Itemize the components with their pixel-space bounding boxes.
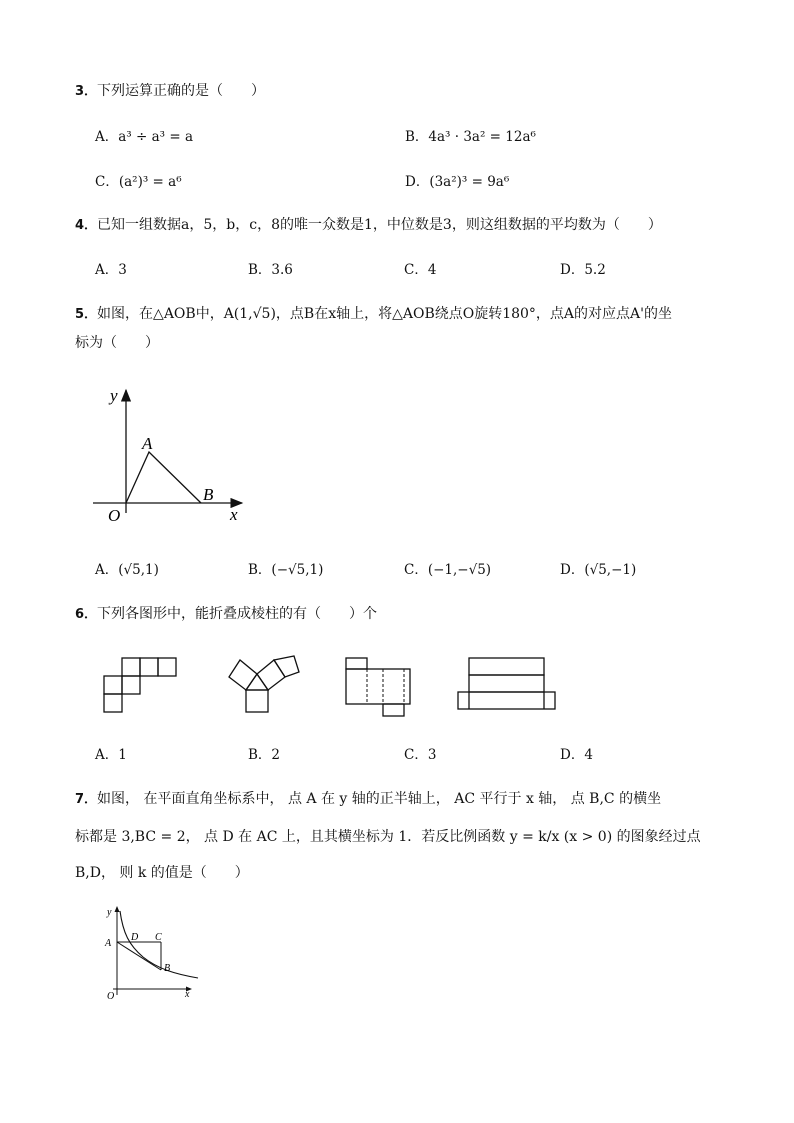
q3-option-d[interactable] [405, 173, 509, 191]
option-label: A． [95, 262, 119, 278]
x-axis-label: x [185, 989, 190, 1000]
point-d-label: D [131, 932, 139, 943]
q4-option-d[interactable] [560, 261, 606, 279]
point-b-label: B [164, 963, 171, 974]
option-expr: 4a³ · 3a² = 12a⁶ [428, 129, 536, 145]
question-number: 7． [75, 792, 98, 807]
option-value: 5.2 [584, 262, 606, 278]
q6-option-d[interactable] [560, 746, 593, 764]
question-text: 如图， 在平面直角坐标系中， 点 A 在 y 轴的正半轴上， AC 平行于 x 轴， 点 B,C 的横坐 [97, 791, 662, 807]
option-label: B． [248, 747, 272, 763]
option-label: A． [95, 747, 119, 763]
option-value: 4 [584, 747, 593, 763]
y-axis-label: y [107, 907, 112, 918]
option-label: B． [248, 562, 272, 578]
hyperbola-curve [120, 911, 198, 978]
question-7-stem-line1 [75, 790, 661, 809]
option-label: D． [560, 262, 585, 278]
q3-option-b[interactable] [405, 128, 536, 146]
point-b-label: B [203, 485, 214, 504]
q3-option-a[interactable] [95, 128, 193, 146]
q3-option-c[interactable] [95, 173, 182, 191]
option-label: D． [560, 747, 585, 763]
net-figure-3 [343, 655, 413, 719]
q5-triangle-figure [90, 385, 250, 525]
question-7-stem-line2: 标都是 3,BC = 2， 点 D 在 AC 上，且其横坐标为 1．若反比例函数 y = k/x (x > 0) 的图象经过点 [75, 829, 701, 845]
q7-hyperbola-figure [103, 903, 203, 1003]
net-figure-2 [226, 652, 306, 716]
point-a-label: A [105, 938, 112, 949]
question-5-stem-line1 [75, 305, 672, 324]
q6-option-a[interactable] [95, 746, 127, 764]
question-number: 4． [75, 218, 98, 233]
option-expr: a³ ÷ a³ = a [118, 129, 194, 145]
point-c-label: C [155, 932, 162, 943]
question-3-stem [75, 82, 265, 101]
question-text: 下列各图形中，能折叠成棱柱的有（ ）个 [97, 606, 378, 622]
question-number: 3． [75, 84, 98, 99]
option-value: 1 [118, 747, 127, 763]
option-value: 3 [118, 262, 127, 278]
x-axis-label: x [230, 505, 238, 524]
y-axis-label: y [110, 386, 118, 405]
option-label: C． [404, 562, 428, 578]
option-expr: (3a²)³ = 9a⁶ [429, 174, 510, 190]
q5-option-d[interactable] [560, 561, 636, 579]
question-5-stem-line2: 标为（ ） [75, 335, 159, 351]
question-text: 下列运算正确的是（ ） [97, 83, 266, 99]
option-value: 4 [427, 262, 437, 278]
option-expr: (a²)³ = a⁶ [118, 174, 182, 190]
question-number: 5． [75, 307, 98, 322]
option-value: (√5,1) [118, 562, 159, 578]
option-label: B． [248, 262, 272, 278]
question-6-stem [75, 605, 377, 624]
option-label: B． [405, 129, 429, 145]
net-figure-1 [103, 655, 183, 715]
q4-option-b[interactable] [248, 261, 293, 279]
net-figure-4 [455, 655, 565, 713]
question-7-stem-line3: B,D， 则 k 的值是（ ） [75, 865, 249, 881]
question-number: 6． [75, 607, 98, 622]
option-value: (√5,−1) [584, 562, 637, 578]
option-value: 3.6 [271, 262, 293, 278]
option-value: (−√5,1) [271, 562, 324, 578]
option-value: 3 [427, 747, 437, 763]
origin-label: O [108, 506, 121, 525]
q4-option-a[interactable] [95, 261, 127, 279]
option-label: D． [560, 562, 585, 578]
option-value: 2 [271, 747, 281, 763]
option-label: C． [95, 174, 119, 190]
q4-option-c[interactable] [404, 261, 436, 279]
segment-ab [117, 942, 161, 970]
question-text: 如图，在△AOB中，A(1,√5)，点B在x轴上，将△AOB绕点O旋转180°，点A的对应点A'的坐 [97, 306, 673, 322]
origin-label: O [107, 991, 115, 1002]
option-label: A． [95, 129, 119, 145]
option-label: C． [404, 747, 428, 763]
q5-option-c[interactable] [404, 561, 491, 579]
option-label: A． [95, 562, 119, 578]
q6-option-c[interactable] [404, 746, 436, 764]
q6-option-b[interactable] [248, 746, 280, 764]
triangle-aob [126, 452, 201, 503]
option-label: D． [405, 174, 430, 190]
question-4-stem [75, 216, 662, 235]
question-text: 已知一组数据a，5，b，c，8的唯一众数是1，中位数是3，则这组数据的平均数为（ ） [97, 217, 662, 233]
q5-option-b[interactable] [248, 561, 323, 579]
point-a-label: A [142, 434, 153, 453]
q5-option-a[interactable] [95, 561, 159, 579]
option-value: (−1,−√5) [427, 562, 492, 578]
option-label: C． [404, 262, 428, 278]
